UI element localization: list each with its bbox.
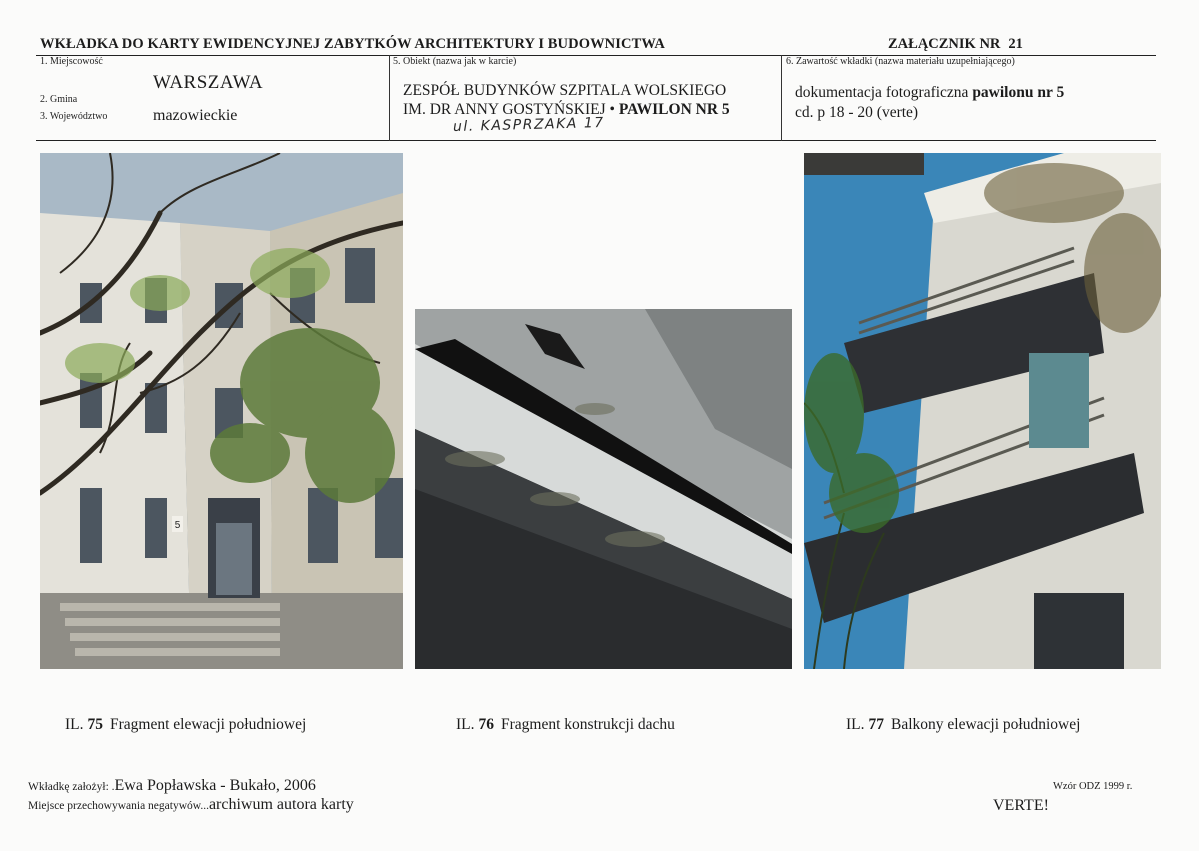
footer-storage: Miejsce przechowywania negatywów...archiwum autora karty	[28, 796, 354, 813]
contents-pavilion: pawilonu nr 5	[972, 84, 1065, 101]
commune-label: 2. Gmina	[40, 94, 78, 105]
contents-label: 6. Zawartość wkładki (nazwa materiału uzupełniającego)	[786, 56, 1015, 67]
door-number: 5	[174, 520, 181, 531]
verte-note: VERTE!	[993, 797, 1049, 814]
form-model: Wzór ODZ 1999 r.	[1053, 781, 1133, 792]
object-label: 5. Obiekt (nazwa jak w karcie)	[393, 56, 517, 67]
locality-label: 1. Miejscowość	[40, 56, 103, 67]
caption-photo-77: IL. 77 Balkony elewacji południowej	[846, 716, 1081, 733]
annex-number	[888, 36, 1023, 53]
annex-label: ZAŁĄCZNIK NR	[888, 36, 1001, 52]
annex-number-value: 21	[1008, 36, 1023, 52]
voivodeship-label: 3. Województwo	[40, 111, 108, 122]
contents-line2: cd. p 18 - 20 (verte)	[795, 104, 919, 121]
handwritten-address: ul. KASPRZAKA 17	[452, 115, 605, 135]
photo-facade	[40, 153, 403, 669]
document-title: WKŁADKA DO KARTY EWIDENCYJNEJ ZABYTKÓW ARCHITEKTURY I BUDOWNICTWA	[40, 36, 665, 52]
object-pavilion: PAWILON NR 5	[618, 101, 730, 118]
object-name-prefix: IM. DR ANNY GOSTYŃSKIEJ •	[403, 101, 615, 118]
header-rule-bottom	[36, 140, 1156, 141]
voivodeship-value: mazowieckie	[153, 107, 238, 124]
footer-author: Wkładkę założył: .Ewa Popławska - Bukało, 2006	[28, 777, 316, 794]
contents-line1	[795, 84, 1064, 102]
contents-prefix: dokumentacja fotograficzna	[795, 84, 969, 101]
field-divider-2	[781, 55, 782, 141]
field-divider-1	[389, 55, 390, 141]
locality-value: WARSZAWA	[153, 72, 264, 93]
caption-photo-76: IL. 76 Fragment konstrukcji dachu	[456, 716, 675, 733]
photo-roof-structure	[415, 309, 792, 669]
photo-balconies	[804, 153, 1161, 669]
caption-photo-75: IL. 75 Fragment elewacji południowej	[65, 716, 307, 733]
object-name-line1: ZESPÓŁ BUDYNKÓW SZPITALA WOLSKIEGO	[403, 82, 727, 99]
